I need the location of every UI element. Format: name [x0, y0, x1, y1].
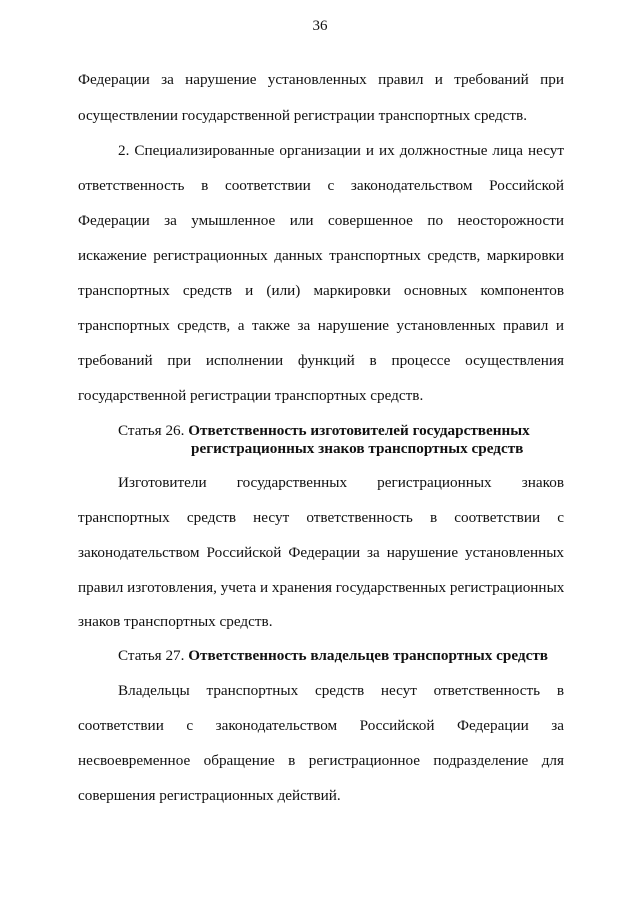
- text-line: правил изготовления, учета и хранения государственных регистрационных: [78, 579, 564, 596]
- text-line: Изготовители государственных регистрационных знаков: [118, 474, 564, 491]
- text-line: Федерации за нарушение установленных правил и требований при: [78, 71, 564, 88]
- text-line: государственной регистрации транспортных средств.: [78, 387, 424, 404]
- article-title: Ответственность владельцев транспортных средств: [188, 647, 548, 664]
- article-label: Статья 26.: [118, 422, 185, 439]
- article-heading: [118, 421, 530, 441]
- text-line: транспортных средств, а также за нарушение установленных правил и: [78, 317, 564, 334]
- text-line: транспортных средств и (или) маркировки основных компонентов: [78, 282, 564, 299]
- text-line: Федерации за умышленное или совершенное по неосторожности: [78, 212, 564, 229]
- article-title-continued: регистрационных знаков транспортных средств: [191, 440, 524, 457]
- text-line: Владельцы транспортных средств несут ответственность в: [118, 682, 564, 699]
- text-line: ответственность в соответствии с законодательством Российской: [78, 177, 564, 194]
- page-number: 36: [312, 18, 328, 34]
- text-line: осуществлении государственной регистрации транспортных средств.: [78, 107, 528, 124]
- text-line: соответствии с законодательством Российской Федерации за: [78, 717, 564, 734]
- text-line: требований при исполнении функций в процессе осуществления: [78, 352, 564, 369]
- text-line: 2. Специализированные организации и их должностные лица несут: [118, 142, 564, 159]
- article-label: Статья 27.: [118, 647, 185, 664]
- article-heading: [118, 646, 548, 666]
- text-line: искажение регистрационных данных транспортных средств, маркировки: [78, 247, 564, 264]
- text-line: знаков транспортных средств.: [78, 613, 273, 630]
- article-title: Ответственность изготовителей государственных: [188, 422, 530, 439]
- text-line: транспортных средств несут ответственность в соответствии с: [78, 509, 564, 526]
- text-line: совершения регистрационных действий.: [78, 787, 341, 804]
- text-line: несвоевременное обращение в регистрационное подразделение для: [78, 752, 564, 769]
- text-line: законодательством Российской Федерации за нарушение установленных: [78, 544, 564, 561]
